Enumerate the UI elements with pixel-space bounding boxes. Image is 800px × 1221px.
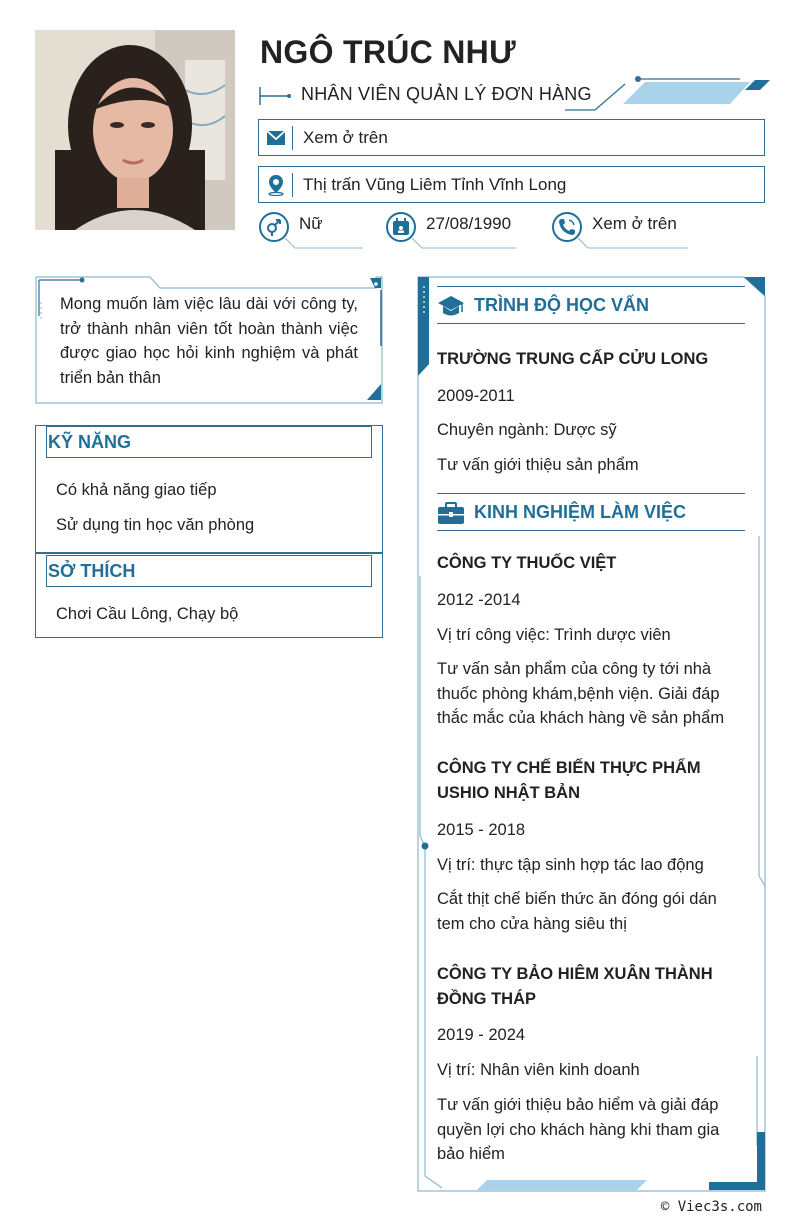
job-description: Tư vấn giới thiệu bảo hiểm và giải đáp quyền lợi cho khách hàng khi tham gia bảo hiểm [437, 1096, 720, 1163]
education-period: 2009-2011 [437, 387, 515, 405]
job-title: NHÂN VIÊN QUẢN LÝ ĐƠN HÀNG [301, 84, 592, 104]
job-company: CÔNG TY BẢO HIÊM XUÂN THÀNH ĐỒNG THÁP [437, 965, 713, 1008]
email-row [258, 119, 765, 156]
right-column-frame [417, 276, 766, 1192]
job-company: CÔNG TY THUỐC VIỆT [437, 554, 617, 572]
job-position: Vị trí: Nhân viên kinh doanh [437, 1061, 640, 1079]
envelope-icon [259, 126, 293, 150]
briefcase-icon [437, 501, 465, 525]
job-company: CÔNG TY CHẾ BIẾN THỰC PHẨM USHIO NHẬT BẢN [437, 759, 701, 802]
skill-item: Sử dụng tin học văn phòng [56, 516, 255, 534]
job-period: 2015 - 2018 [437, 821, 526, 839]
birthday-value: 27/08/1990 [426, 214, 512, 233]
footer-copyright: © Viec3s.com [660, 1199, 762, 1215]
job-position: Vị trí: thực tập sinh hợp tác lao động [437, 856, 704, 874]
education-heading: TRÌNH ĐỘ HỌC VẤN [474, 295, 649, 315]
location-pin-icon [259, 173, 293, 197]
career-objective: Mong muốn làm việc lâu dài với công ty, trở thành nhân viên tốt hoàn thành việc được giao học hỏi kinh nghiệm và phát triển bản thân [60, 295, 358, 387]
profile-photo [35, 30, 235, 230]
underline-decoration [412, 238, 522, 252]
experience-heading: KINH NGHIỆM LÀM VIỆC [474, 502, 687, 522]
experience-heading-bar [437, 493, 745, 531]
job-description: Tư vấn sản phẩm của công ty tới nhà thuốc phòng khám,bệnh viện. Giải đáp thắc mắc của khách hàng về sản phẩm [437, 660, 725, 727]
education-heading-bar [437, 286, 745, 324]
graduation-cap-icon [437, 294, 465, 318]
title-bracket-decoration [258, 85, 294, 107]
address-row [258, 166, 765, 203]
hobbies-heading: SỞ THÍCH [48, 561, 136, 581]
job-period: 2019 - 2024 [437, 1026, 526, 1044]
candidate-name: NGÔ TRÚC NHƯ [260, 34, 516, 70]
skills-heading: KỸ NĂNG [48, 432, 132, 452]
education-major: Chuyên ngành: Dược sỹ [437, 421, 617, 439]
skills-section [35, 425, 383, 553]
job-description: Cắt thịt chế biến thức ăn đóng gói dán tem cho cửa hàng siêu thị [437, 890, 717, 933]
header-tech-decoration [565, 70, 775, 118]
email-value: Xem ở trên [303, 127, 388, 147]
skill-item: Có khả năng giao tiếp [56, 481, 217, 499]
job-period: 2012 -2014 [437, 591, 521, 609]
hobby-item: Chơi Cầu Lông, Chạy bộ [56, 605, 239, 623]
address-value: Thị trấn Vũng Liêm Tỉnh Vĩnh Long [303, 174, 567, 194]
gender-value: Nữ [299, 214, 323, 233]
school-name: TRƯỜNG TRUNG CẤP CỬU LONG [437, 350, 709, 368]
hobbies-heading-box [46, 555, 372, 587]
education-description: Tư vấn giới thiệu sản phẩm [437, 456, 639, 474]
job-position: Vị trí công việc: Trình dược viên [437, 626, 671, 644]
phone-value: Xem ở trên [592, 214, 677, 233]
skills-heading-box [46, 426, 372, 458]
underline-decoration [285, 238, 365, 252]
hobbies-section [35, 553, 383, 638]
underline-decoration [578, 238, 690, 252]
